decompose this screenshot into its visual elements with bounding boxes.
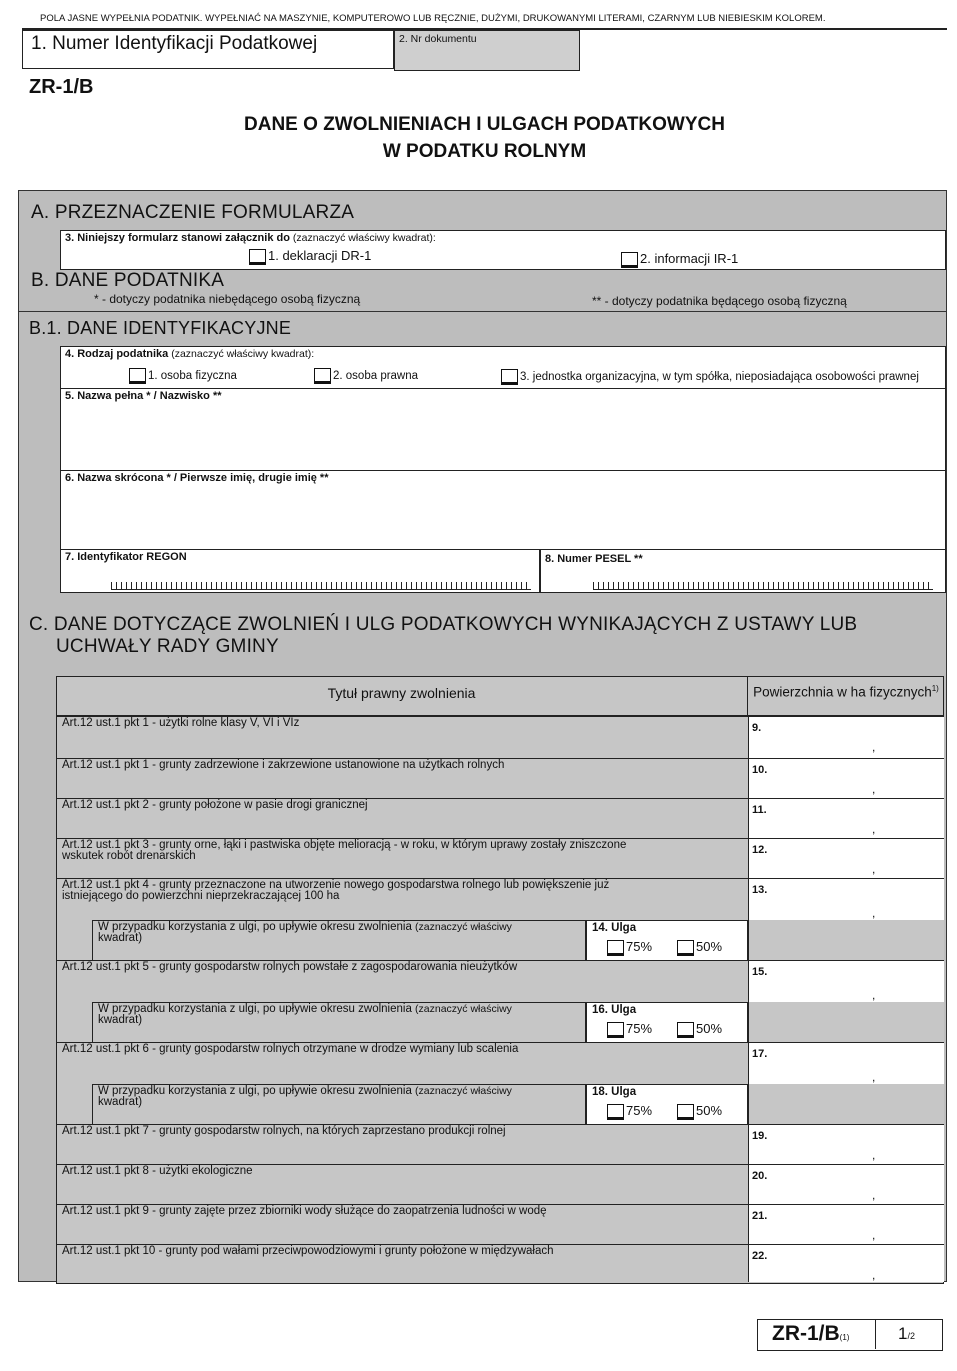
option-dr1-label: 1. deklaracji DR-1 [268, 248, 372, 263]
checkbox-ulga-50[interactable] [677, 1104, 694, 1120]
section-b-title: B. DANE PODATNIKA [31, 270, 225, 291]
ulga-note: W przypadku korzystania z ulgi, po upływie okresu zwolnienia (zaznaczyć właściwy kwadrat) [98, 1085, 512, 1108]
row-number: 12. [752, 844, 768, 856]
pesel-field[interactable] [540, 549, 946, 593]
decimal-comma: , [872, 1188, 876, 1202]
field4-hint: (zaznaczyć właściwy kwadrat): [171, 348, 315, 360]
decimal-comma: , [872, 1148, 876, 1162]
table-row-label: Art.12 ust.1 pkt 7 - grunty gospodarstw rolnych, na których zaprzestano produkcji rolnej [62, 1125, 506, 1137]
row-number: 19. [752, 1130, 768, 1142]
area-input[interactable] [748, 1164, 944, 1204]
ulga-spacer [748, 1084, 944, 1124]
checkbox-ulga-50[interactable] [677, 940, 694, 956]
form-title-line2: W PODATKU ROLNYM [382, 141, 587, 162]
decimal-comma: , [872, 906, 876, 920]
section-c-title-line1: C. DANE DOTYCZĄCE ZWOLNIEŃ I ULG PODATKOWYCH WYNIKAJĄCYCH Z USTAWY LUB [29, 614, 858, 635]
row-number: 22. [752, 1250, 768, 1262]
ulga-label: 16. Ulga [592, 1004, 637, 1016]
ulga-75-option[interactable] [607, 1021, 652, 1038]
area-input[interactable] [748, 798, 944, 838]
table-row-label: Art.12 ust.1 pkt 2 - grunty położone w pasie drogi granicznej [62, 799, 368, 811]
option-natural-person-label: 1. osoba fizyczna [148, 370, 237, 383]
option-natural-person[interactable] [129, 368, 237, 384]
area-input[interactable] [748, 878, 944, 920]
ulga-75-option[interactable] [607, 939, 652, 956]
form-code: ZR-1/B [29, 76, 94, 98]
ulga-75-option[interactable] [607, 1103, 652, 1120]
table-row-label: Art.12 ust.1 pkt 1 - użytki rolne klasy V, VI i VIz [62, 717, 300, 729]
option-ir1[interactable] [621, 251, 738, 268]
row-number: 10. [752, 764, 768, 776]
area-input[interactable] [748, 960, 944, 1002]
full-name-field[interactable] [60, 388, 946, 472]
footer-code-sub: (1) [839, 1333, 850, 1342]
regon-field[interactable] [60, 549, 540, 593]
ulga-50-option[interactable] [677, 1021, 722, 1038]
decimal-comma: , [872, 1268, 876, 1282]
field6-label: 6. Nazwa skrócona * / Pierwsze imię, drugie imię ** [65, 472, 329, 484]
table-row-label: Art.12 ust.1 pkt 3 - grunty orne, łąki i pastwiska objęte melioracją - w roku, w którym uprawy zostały zniszczone wskutek robót drenarskich [62, 839, 627, 862]
ulga-50-option[interactable] [677, 939, 722, 956]
option-organization-label: 3. jednostka organizacyjna, w tym spółka, nieposiadająca osobowości prawnej [520, 371, 919, 384]
ulga-note-box [92, 1084, 586, 1124]
ulga-75-label: 75% [626, 1021, 653, 1036]
row-number: 20. [752, 1170, 768, 1182]
section-b1-title: B.1. DANE IDENTYFIKACYJNE [29, 318, 292, 338]
regon-comb [111, 582, 531, 590]
decimal-comma: , [872, 862, 876, 876]
document-number-label: 2. Nr dokumentu [399, 33, 477, 45]
decimal-comma: , [872, 822, 876, 836]
decimal-comma: , [872, 1228, 876, 1242]
ulga-50-label: 50% [696, 1103, 723, 1118]
ulga-label: 18. Ulga [592, 1086, 637, 1098]
row-number: 13. [752, 884, 768, 896]
area-input[interactable] [748, 838, 944, 878]
ulga-note: W przypadku korzystania z ulgi, po upływie okresu zwolnienia (zaznaczyć właściwy kwadrat) [98, 1003, 512, 1026]
decimal-comma: , [872, 988, 876, 1002]
field3-box [60, 230, 946, 270]
ulga-field [586, 1084, 748, 1124]
field3-hint: (zaznaczyć właściwy kwadrat): [292, 232, 436, 244]
section-b-note2: ** - dotyczy podatnika będącego osobą fizyczną [592, 294, 847, 308]
field5-label: 5. Nazwa pełna * / Nazwisko ** [65, 390, 222, 402]
field3-label: 3. Niniejszy formularz stanowi załącznik do [65, 232, 290, 244]
table-row-label: Art.12 ust.1 pkt 1 - grunty zadrzewione i zakrzewione ustanowione na użytkach rolnych [62, 759, 505, 771]
checkbox-natural-person[interactable] [129, 368, 146, 384]
area-input[interactable] [748, 1042, 944, 1084]
col-title-header: Tytuł prawny zwolnienia [56, 676, 748, 716]
section-b-note1: * - dotyczy podatnika niebędącego osobą fizyczną [94, 292, 361, 306]
table-row-label: Art.12 ust.1 pkt 6 - grunty gospodarstw rolnych otrzymane w drodze wymiany lub scalenia [62, 1043, 519, 1055]
divider [18, 311, 947, 312]
option-dr1[interactable] [249, 248, 371, 265]
option-legal-person[interactable] [314, 368, 418, 384]
section-a-title: A. PRZEZNACZENIE FORMULARZA [31, 202, 355, 223]
ulga-spacer [748, 1002, 944, 1042]
pesel-comb [593, 582, 933, 590]
row-number: 21. [752, 1210, 768, 1222]
ulga-50-option[interactable] [677, 1103, 722, 1120]
checkbox-ulga-75[interactable] [607, 1022, 624, 1038]
ulga-50-label: 50% [696, 939, 723, 954]
footer-page [898, 1324, 915, 1344]
row-number: 17. [752, 1048, 768, 1060]
ulga-spacer [748, 920, 944, 960]
field7-label: 7. Identyfikator REGON [65, 551, 187, 563]
nip-field[interactable] [22, 30, 394, 69]
ulga-field [586, 920, 748, 960]
ulga-50-label: 50% [696, 1021, 723, 1036]
form-title-line1: DANE O ZWOLNIENIACH I ULGACH PODATKOWYCH [244, 114, 725, 135]
checkbox-organization[interactable] [501, 369, 518, 385]
footer-code-label: ZR-1/B [772, 1322, 840, 1345]
checkbox-ulga-75[interactable] [607, 1104, 624, 1120]
table-row-label: Art.12 ust.1 pkt 10 - grunty pod wałami przeciwpowodziowymi i grunty położone w międzywałach [62, 1245, 554, 1257]
ulga-note-box [92, 920, 586, 960]
row-number: 15. [752, 966, 768, 978]
ulga-label: 14. Ulga [592, 922, 637, 934]
footer-page-number: 1 [898, 1324, 908, 1343]
decimal-comma: , [872, 782, 876, 796]
ulga-75-label: 75% [626, 1103, 653, 1118]
nip-label: 1. Numer Identyfikacji Podatkowej [31, 33, 318, 54]
footer-page-total: /2 [907, 1331, 915, 1341]
row-number: 9. [752, 722, 762, 734]
area-input[interactable] [748, 716, 944, 758]
area-input[interactable] [748, 1124, 944, 1164]
col-area-header [748, 676, 944, 716]
field8-label: 8. Numer PESEL ** [545, 553, 643, 565]
field4-box [60, 346, 946, 394]
table-row-label: Art.12 ust.1 pkt 4 - grunty przeznaczone na utworzenie nowego gospodarstwa rolnego lub powiększenie już istniejącego do powierzchni nieprzekraczającej 100 ha [62, 879, 610, 902]
ulga-75-label: 75% [626, 939, 653, 954]
col-area-header-label: Powierzchnia w ha fizycznych [753, 684, 932, 700]
footer-box [757, 1319, 943, 1351]
table-row-label: Art.12 ust.1 pkt 9 - grunty zajęte przez zbiorniki wody służące do zaopatrzenia ludności w wodę [62, 1205, 547, 1217]
area-input[interactable] [748, 1244, 944, 1284]
short-name-field[interactable] [60, 470, 946, 554]
row-number: 11. [752, 804, 767, 816]
area-input[interactable] [748, 758, 944, 798]
footer-code [758, 1320, 876, 1349]
checkbox-ir1[interactable] [621, 252, 638, 268]
ulga-note: W przypadku korzystania z ulgi, po upływie okresu zwolnienia (zaznaczyć właściwy kwadrat) [98, 921, 512, 944]
decimal-comma: , [872, 1070, 876, 1084]
section-c-title-line2: UCHWAŁY RADY GMINY [56, 636, 279, 657]
decimal-comma: , [872, 740, 876, 754]
checkbox-legal-person[interactable] [314, 368, 331, 384]
area-input[interactable] [748, 1204, 944, 1244]
option-ir1-label: 2. informacji IR-1 [640, 251, 739, 266]
document-number-field [394, 30, 580, 71]
option-organization[interactable] [501, 369, 919, 385]
col-area-footnote: 1) [931, 684, 939, 693]
checkbox-ulga-75[interactable] [607, 940, 624, 956]
top-instruction: POLA JASNE WYPEŁNIA PODATNIK. WYPEŁNIAĆ NA MASZYNIE, KOMPUTEROWO LUB RĘCZNIE, DUŻYMI, DRUKOWANYMI LITERAMI, CZARNYM LUB NIEBIESKIM KOLOREM. [40, 13, 826, 24]
checkbox-ulga-50[interactable] [677, 1022, 694, 1038]
option-legal-person-label: 2. osoba prawna [333, 370, 419, 383]
field4-label: 4. Rodzaj podatnika [65, 348, 169, 360]
ulga-field [586, 1002, 748, 1042]
checkbox-dr1[interactable] [249, 249, 266, 265]
table-row-label: Art.12 ust.1 pkt 8 - użytki ekologiczne [62, 1165, 253, 1177]
ulga-note-box [92, 1002, 586, 1042]
table-row-label: Art.12 ust.1 pkt 5 - grunty gospodarstw rolnych powstałe z zagospodarowania nieużytków [62, 961, 518, 973]
